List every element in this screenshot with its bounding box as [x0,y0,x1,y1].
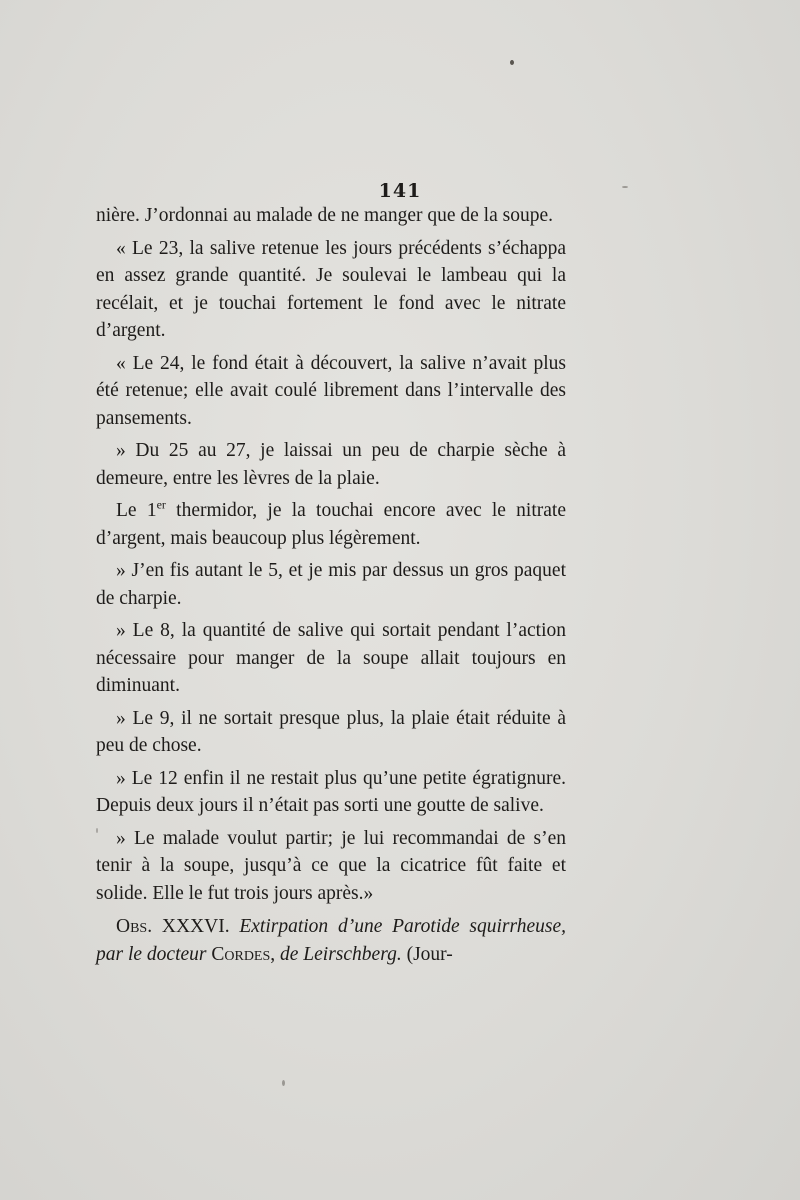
paragraph-day-24: « Le 24, le fond était à découvert, la salive n’avait plus été retenue; elle avait coulé librement dans l’intervalle des pansements. [96,352,566,429]
thermidor-after: thermidor, je la touchai encore avec le nitrate d’argent, mais beaucoup plus légèrement. [96,500,566,549]
paragraph-continuation: nière. J’ordonnai au malade de ne manger que de la soupe. [96,205,553,226]
thermidor-sup: er [156,497,166,512]
paper-speck [622,186,628,188]
obs-place: de Leirschberg. [280,943,402,965]
obs-author: Cordes, [211,943,276,965]
paper-speck [282,1080,285,1086]
paragraph-day-5: » J’en fis autant le 5, et je mis par dessus un gros paquet de charpie. [96,560,566,609]
paragraph-departure: » Le malade voulut partir; je lui recommandai de s’en tenir à la soupe, jusqu’à ce que la cicatrice fût faite et solide. Elle le fut trois jours après.» [96,827,566,904]
paragraph-thermidor [96,497,566,552]
paragraph-day-23: « Le 23, la salive retenue les jours précédents s’échappa en assez grande quantité. Je soulevai le lambeau qui la recélait, et je touchai fortement le fond avec le nitrate d’argent. [96,237,566,341]
paragraph-day-12: » Le 12 enfin il ne restait plus qu’une petite égratignure. Depuis deux jours il n’était pas sorti une goutte de salive. [96,767,566,816]
obs-label: Obs. [116,916,153,937]
obs-title: Extirpation d’une Parotide squirrheuse, par le docteur [96,916,567,965]
paper-speck [510,60,514,65]
paragraph-day-25-27: » Du 25 au 27, je laissai un peu de charpie sèche à demeure, entre les lèvres de la plaie. [96,440,566,489]
paragraph-day-9: » Le 9, il ne sortait presque plus, la plaie était réduite à peu de chose. [96,707,566,756]
page-number: 141 [378,180,422,202]
observation-heading [96,913,566,968]
obs-tail: (Jour- [406,943,453,965]
obs-number: XXXVI. [161,916,230,937]
thermidor-before: Le 1 [116,500,157,521]
paper-speck [96,828,98,833]
body-text [96,202,566,988]
paragraph-day-8: » Le 8, la quantité de salive qui sortait pendant l’action nécessaire pour manger de la soupe allait toujours en diminuant. [96,620,566,696]
